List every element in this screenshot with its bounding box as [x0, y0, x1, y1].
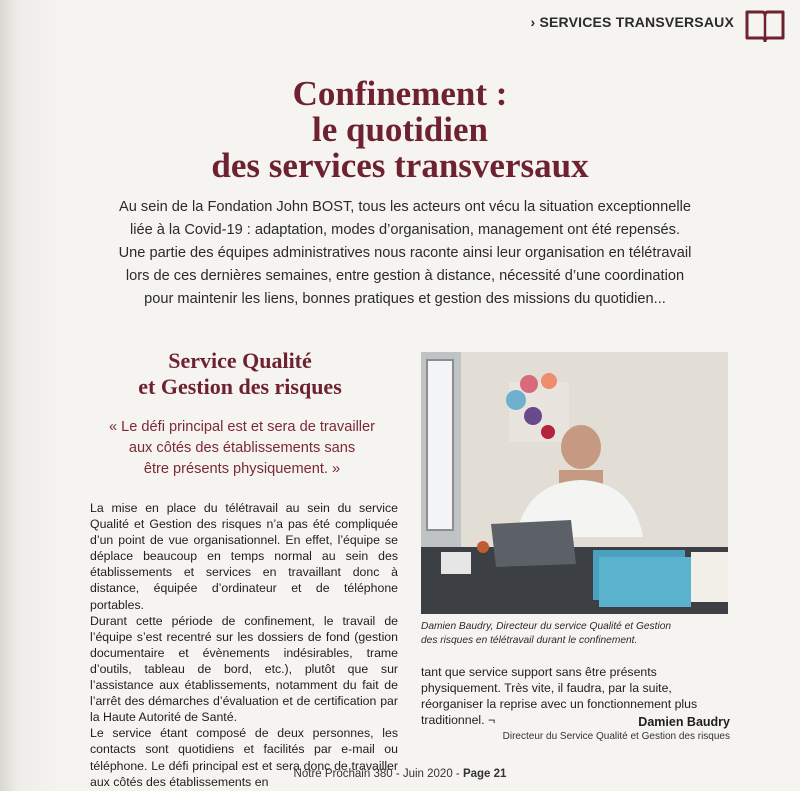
- caption-line: des risques en télétravail durant le confinement.: [421, 634, 638, 646]
- section-title-line: et Gestion des risques: [138, 374, 342, 399]
- photo-teleworking: [421, 352, 728, 614]
- footer-text: Notre Prochain 380 - Juin 2020 -: [293, 768, 463, 780]
- signature-role: Directeur du Service Qualité et Gestion des risques: [502, 731, 730, 742]
- title-line: des services transversaux: [211, 146, 589, 185]
- page-footer: [0, 768, 800, 780]
- title-line: le quotidien: [311, 110, 488, 149]
- quote-line: « Le défi principal est et sera de travailler: [108, 419, 376, 435]
- signature: [503, 715, 730, 742]
- article-body-left: [90, 500, 398, 790]
- intro-paragraph: [100, 196, 710, 311]
- intro-line: Une partie des équipes administratives nous raconte ainsi leur organisation en télétravail: [118, 245, 692, 261]
- quote-line: être présents physiquement. »: [143, 461, 341, 477]
- title-line: Confinement :: [292, 74, 508, 113]
- intro-line: liée à la Covid-19 : adaptation, modes d’organisation, management ont été repensés.: [129, 222, 681, 238]
- photo-caption: [421, 620, 741, 647]
- paragraph: La mise en place du télétravail au sein du service Qualité et Gestion des risques n’a pas été compliquée d’un point de vue organisationnel. En effet, l’équipe se déplace beaucoup en temps normal au sein des établissements et services en travaillant donc à distance, équipée d’ordinateur et de téléphone portables.: [90, 501, 398, 612]
- signature-name: Damien Baudry: [638, 715, 730, 729]
- paragraph: Durant cette période de confinement, le travail de l’équipe s’est recentré sur les dossiers de fond (gestion documentaire et évènements indésirables, trame d’outils, tableau de bord, etc.), plutôt que sur l’assistance aux établissements, notamment du fait de l’arrêt des démarches d’évaluation et de certification par la Haute Autorité de Santé.: [90, 613, 398, 725]
- section-tag: › SERVICES TRANSVERSAUX: [530, 14, 734, 30]
- intro-line: pour maintenir les liens, bonnes pratiques et gestion des missions du quotidien...: [144, 291, 666, 307]
- article-body-right: tant que service support sans être présents physiquement. Très vite, il faudra, par la suite, réorganiser la reprise avec un fonctionnement plus traditionnel. ¬: [421, 665, 698, 728]
- quote-line: aux côtés des établissements sans: [128, 440, 356, 456]
- caption-line: Damien Baudry, Directeur du service Qualité et Gestion: [421, 621, 672, 632]
- page-number: Page 21: [462, 768, 507, 780]
- intro-line: Au sein de la Fondation John BOST, tous les acteurs ont vécu la situation exceptionnelle: [119, 199, 691, 215]
- section-title-line: Service Qualité: [168, 348, 312, 373]
- page-title: [0, 76, 800, 184]
- section-title: [70, 348, 410, 400]
- pull-quote: [92, 417, 392, 480]
- intro-line: lors de ces dernières semaines, entre gestion à distance, nécessité d’une coordination: [125, 268, 685, 284]
- paragraph: Le service étant composé de deux personnes, les contacts sont quotidiens et facilités par e-mail ou téléphone. Le défi principal est et sera donc de travailler aux côtés des établissements en: [90, 726, 398, 789]
- book-icon: [744, 8, 786, 42]
